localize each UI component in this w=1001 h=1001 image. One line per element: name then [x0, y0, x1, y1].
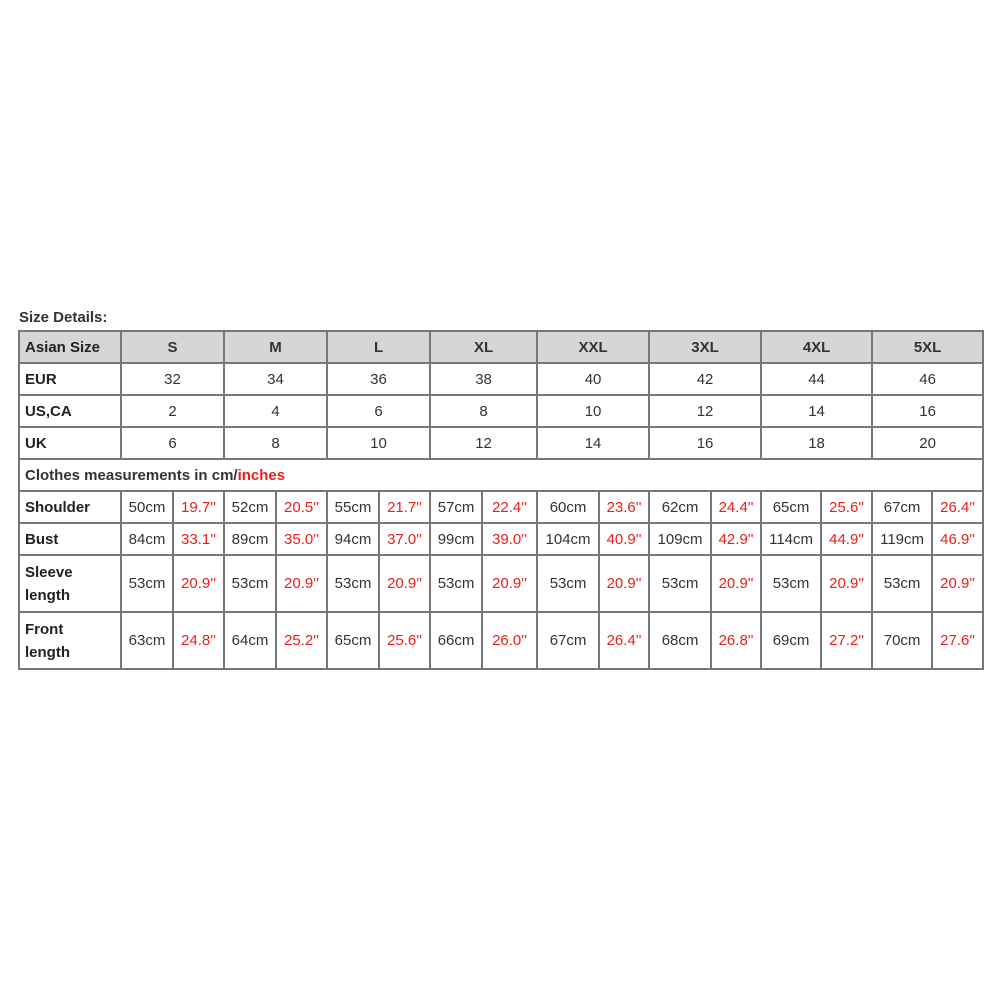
inch-cell: 20.9'': [276, 555, 327, 612]
row-label: [19, 612, 121, 669]
table-cell: 44: [761, 363, 872, 395]
inch-cell: 23.6'': [599, 491, 649, 523]
inch-cell: 46.9'': [932, 523, 983, 555]
inch-cell: 20.9'': [482, 555, 537, 612]
cm-cell: 104cm: [537, 523, 599, 555]
table-cell: 40: [537, 363, 649, 395]
table-cell: 42: [649, 363, 761, 395]
size-header-cell: S: [121, 331, 224, 363]
table-cell: 38: [430, 363, 537, 395]
size-header-cell: 3XL: [649, 331, 761, 363]
inch-cell: 42.9'': [711, 523, 761, 555]
size-header-cell: XXL: [537, 331, 649, 363]
section-heading-text: Clothes measurements in cm/: [25, 466, 238, 484]
size-header-cell: 4XL: [761, 331, 872, 363]
row-label-line: Sleeve: [25, 563, 73, 581]
page-title: Size Details:: [19, 309, 108, 326]
measurement-row: [19, 491, 983, 523]
cm-cell: 53cm: [430, 555, 482, 612]
conversion-row: [19, 395, 983, 427]
cm-cell: 60cm: [537, 491, 599, 523]
table-cell: 6: [327, 395, 430, 427]
inch-cell: 37.0'': [379, 523, 430, 555]
row-label: Asian Size: [19, 331, 121, 363]
table-cell: 18: [761, 427, 872, 459]
inch-cell: 20.5'': [276, 491, 327, 523]
row-label: US,CA: [19, 395, 121, 427]
cm-cell: 53cm: [121, 555, 173, 612]
table-cell: 46: [872, 363, 983, 395]
inch-cell: 24.4'': [711, 491, 761, 523]
table-cell: 36: [327, 363, 430, 395]
inch-cell: 33.1'': [173, 523, 224, 555]
table-cell: 10: [537, 395, 649, 427]
table-cell: 34: [224, 363, 327, 395]
inch-cell: 25.2'': [276, 612, 327, 669]
inch-cell: 35.0'': [276, 523, 327, 555]
inch-cell: 27.6'': [932, 612, 983, 669]
size-chart-body: [19, 331, 983, 669]
table-cell: 16: [872, 395, 983, 427]
measurement-row: [19, 555, 983, 612]
inch-cell: 20.9'': [711, 555, 761, 612]
cm-cell: 53cm: [537, 555, 599, 612]
cm-cell: 67cm: [872, 491, 932, 523]
inch-cell: 20.9'': [821, 555, 872, 612]
cm-cell: 53cm: [761, 555, 821, 612]
inch-cell: 22.4'': [482, 491, 537, 523]
cm-cell: 53cm: [649, 555, 711, 612]
inch-cell: 20.9'': [932, 555, 983, 612]
size-header-row: [19, 331, 983, 363]
size-header-cell: XL: [430, 331, 537, 363]
measurement-row: [19, 523, 983, 555]
conversion-row: [19, 427, 983, 459]
cm-cell: 65cm: [761, 491, 821, 523]
inch-cell: 26.4'': [599, 612, 649, 669]
inch-cell: 25.6'': [379, 612, 430, 669]
table-cell: 8: [430, 395, 537, 427]
measurement-row: [19, 612, 983, 669]
cm-cell: 119cm: [872, 523, 932, 555]
cm-cell: 69cm: [761, 612, 821, 669]
table-cell: 10: [327, 427, 430, 459]
conversion-row: [19, 363, 983, 395]
inch-cell: 39.0'': [482, 523, 537, 555]
table-cell: 14: [537, 427, 649, 459]
cm-cell: 68cm: [649, 612, 711, 669]
cm-cell: 65cm: [327, 612, 379, 669]
cm-cell: 55cm: [327, 491, 379, 523]
table-cell: 12: [430, 427, 537, 459]
inch-cell: 19.7'': [173, 491, 224, 523]
cm-cell: 64cm: [224, 612, 276, 669]
size-header-cell: 5XL: [872, 331, 983, 363]
table-cell: 20: [872, 427, 983, 459]
table-cell: 12: [649, 395, 761, 427]
cm-cell: 89cm: [224, 523, 276, 555]
row-label: Bust: [19, 523, 121, 555]
cm-cell: 94cm: [327, 523, 379, 555]
size-chart-table: [18, 330, 984, 670]
inch-cell: 21.7'': [379, 491, 430, 523]
table-cell: 16: [649, 427, 761, 459]
cm-cell: 70cm: [872, 612, 932, 669]
cm-cell: 109cm: [649, 523, 711, 555]
cm-cell: 63cm: [121, 612, 173, 669]
measurement-section-heading: [19, 459, 983, 491]
row-label: UK: [19, 427, 121, 459]
section-heading-highlight: inches: [237, 466, 286, 484]
inch-cell: 40.9'': [599, 523, 649, 555]
inch-cell: 27.2'': [821, 612, 872, 669]
measurement-section-row: [19, 459, 983, 491]
cm-cell: 50cm: [121, 491, 173, 523]
row-label-line: length: [25, 643, 70, 661]
table-cell: 6: [121, 427, 224, 459]
inch-cell: 20.9'': [599, 555, 649, 612]
size-header-cell: L: [327, 331, 430, 363]
table-cell: 2: [121, 395, 224, 427]
inch-cell: 25.6'': [821, 491, 872, 523]
cm-cell: 84cm: [121, 523, 173, 555]
inch-cell: 20.9'': [379, 555, 430, 612]
cm-cell: 114cm: [761, 523, 821, 555]
cm-cell: 66cm: [430, 612, 482, 669]
table-cell: 32: [121, 363, 224, 395]
cm-cell: 52cm: [224, 491, 276, 523]
row-label-line: Front: [25, 620, 64, 638]
row-label-line: length: [25, 586, 70, 604]
inch-cell: 26.8'': [711, 612, 761, 669]
cm-cell: 99cm: [430, 523, 482, 555]
cm-cell: 53cm: [327, 555, 379, 612]
cm-cell: 62cm: [649, 491, 711, 523]
inch-cell: 26.0'': [482, 612, 537, 669]
cm-cell: 53cm: [872, 555, 932, 612]
cm-cell: 57cm: [430, 491, 482, 523]
inch-cell: 44.9'': [821, 523, 872, 555]
table-cell: 14: [761, 395, 872, 427]
size-header-cell: M: [224, 331, 327, 363]
inch-cell: 24.8'': [173, 612, 224, 669]
row-label: EUR: [19, 363, 121, 395]
table-cell: 4: [224, 395, 327, 427]
cm-cell: 67cm: [537, 612, 599, 669]
row-label: Shoulder: [19, 491, 121, 523]
table-cell: 8: [224, 427, 327, 459]
row-label: [19, 555, 121, 612]
inch-cell: 20.9'': [173, 555, 224, 612]
cm-cell: 53cm: [224, 555, 276, 612]
inch-cell: 26.4'': [932, 491, 983, 523]
